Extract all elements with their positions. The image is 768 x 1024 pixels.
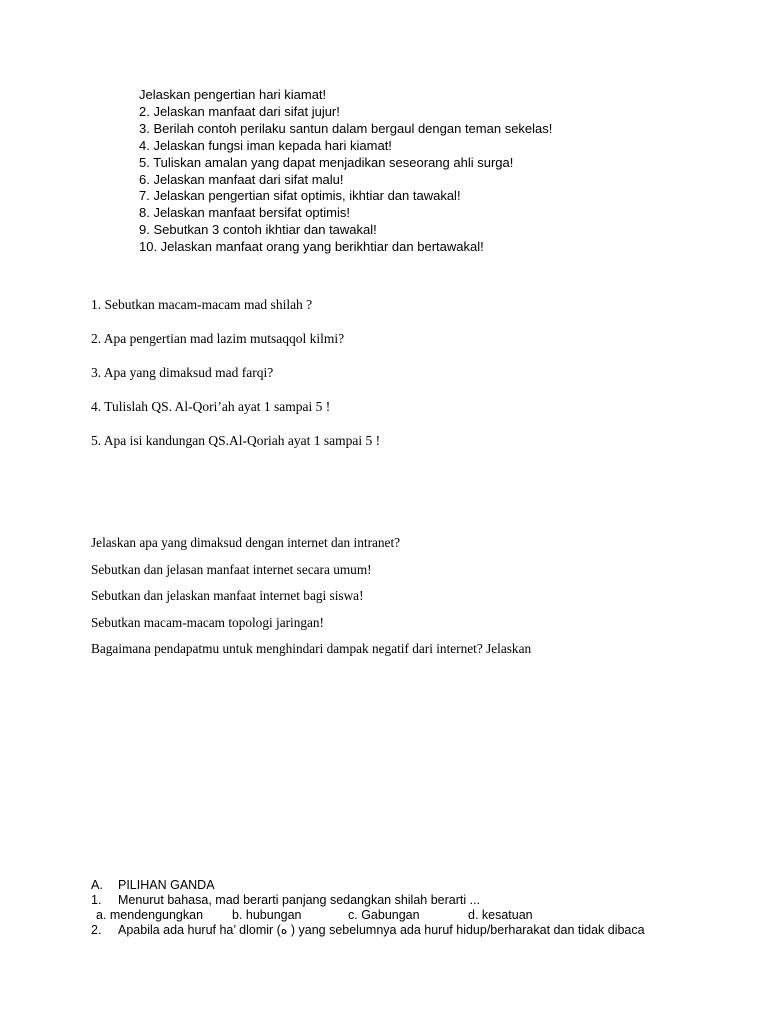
question-item: 3. Berilah contoh perilaku santun dalam bergaul dengan teman sekelas! <box>139 120 553 136</box>
option-a: a. mendengungkan <box>96 908 204 922</box>
question-number: 2. <box>91 923 102 937</box>
heading-number: A. <box>91 878 103 892</box>
question-item: 5. Apa isi kandungan QS.Al-Qoriah ayat 1 sampai 5 ! <box>91 433 381 448</box>
question-list-aqidah <box>139 87 552 256</box>
question-item: 10. Jelaskan manfaat orang yang berikhtiar dan bertawakal! <box>139 239 484 255</box>
question-list-internet <box>91 535 531 668</box>
question-item: 9. Sebutkan 3 contoh ikhtiar dan tawakal! <box>139 222 377 238</box>
question-item: Sebutkan dan jelaskan manfaat internet bagi siswa! <box>91 588 364 603</box>
question-item: 6. Jelaskan manfaat dari sifat malu! <box>139 171 344 187</box>
question-item: 4. Jelaskan fungsi iman kepada hari kiamat! <box>139 137 392 153</box>
section-heading <box>91 878 761 893</box>
options-row <box>91 908 761 923</box>
question-row <box>91 923 761 938</box>
option-c: c. Gabungan <box>348 908 420 922</box>
question-item: 5. Tuliskan amalan yang dapat menjadikan seseorang ahli surga! <box>139 154 514 170</box>
question-item: 2. Jelaskan manfaat dari sifat jujur! <box>139 103 340 119</box>
question-item: 8. Jelaskan manfaat bersifat optimis! <box>139 205 350 221</box>
question-item: 2. Apa pengertian mad lazim mutsaqqol kilmi? <box>91 331 345 346</box>
question-row <box>91 893 761 908</box>
question-item: Bagaimana pendapatmu untuk menghindari dampak negatif dari internet? Jelaskan <box>91 641 532 656</box>
heading-text: PILIHAN GANDA <box>118 878 215 892</box>
question-item: 3. Apa yang dimaksud mad farqi? <box>91 365 274 380</box>
question-number: 1. <box>91 893 102 907</box>
question-text: Apabila ada huruf ha’ dlomir (ه ) yang sebelumnya ada huruf hidup/berharakat dan tidak dibaca <box>118 923 645 937</box>
question-text: Menurut bahasa, mad berarti panjang sedangkan shilah berarti ... <box>118 893 481 907</box>
multiple-choice-section <box>91 878 761 938</box>
question-list-tajwid <box>91 296 380 466</box>
question-item: 4. Tulislah QS. Al-Qori’ah ayat 1 sampai 5 ! <box>91 399 331 414</box>
question-item: Jelaskan pengertian hari kiamat! <box>139 87 327 102</box>
question-item: Sebutkan macam-macam topologi jaringan! <box>91 614 324 630</box>
question-item: 7. Jelaskan pengertian sifat optimis, ikhtiar dan tawakal! <box>139 188 461 204</box>
question-item: Sebutkan dan jelasan manfaat internet secara umum! <box>91 561 372 577</box>
question-item: 1. Sebutkan macam-macam mad shilah ? <box>91 297 313 312</box>
option-b: b. hubungan <box>232 908 302 922</box>
question-item: Jelaskan apa yang dimaksud dengan internet dan intranet? <box>91 535 401 550</box>
option-d: d. kesatuan <box>468 908 533 922</box>
